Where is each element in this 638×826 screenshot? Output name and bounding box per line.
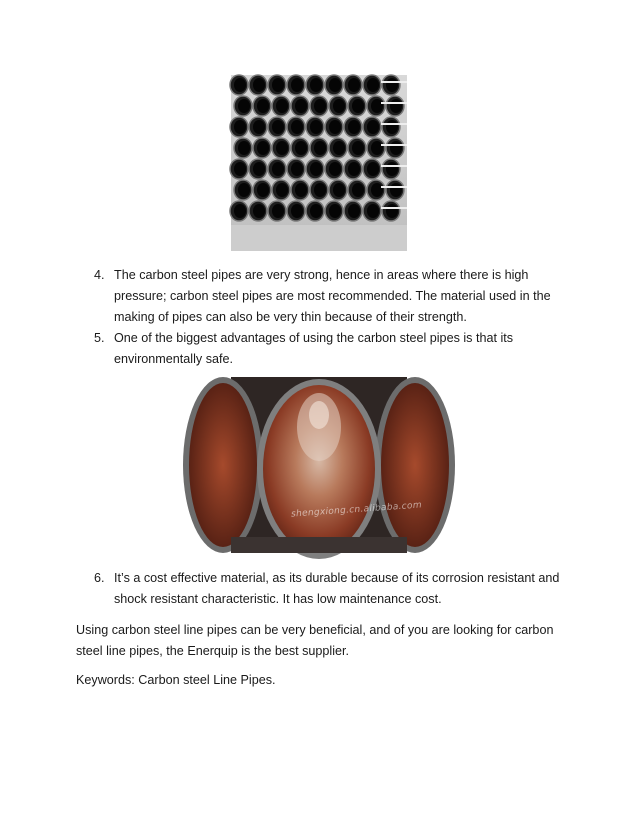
list-number: 5. (94, 331, 105, 345)
pipe-bore (295, 183, 307, 197)
pipe-bore (386, 204, 398, 218)
pipe-bore (314, 183, 326, 197)
pipe-bore (367, 162, 379, 176)
pipe-bore (291, 204, 303, 218)
benefit-list-part-2 (94, 568, 594, 610)
list-item-text: One of the biggest advantages of using the carbon steel pipes is that its environmentally safe. (114, 331, 514, 366)
pipe-bore (234, 78, 246, 92)
pipe-bore (295, 141, 307, 155)
list-item-text: It’s a cost effective material, as its durable because of its corrosion resistant and shock resistant characteristic. It has low maintenance cost. (114, 571, 560, 606)
pipe-bore (234, 162, 246, 176)
pipe-bore (333, 99, 345, 113)
pipe-bore (238, 99, 250, 113)
pipe-interior-illustration (231, 377, 407, 553)
keywords-line: Keywords: Carbon steel Line Pipes. (76, 673, 276, 687)
pipe-bore (253, 162, 265, 176)
pipe-bore (234, 120, 246, 134)
list-item (94, 328, 574, 370)
pipe-bore (352, 183, 364, 197)
image-watermark: shengxiong.cn.alibaba.com (290, 500, 423, 520)
pipe-bore (272, 162, 284, 176)
pipe-stripe (381, 144, 407, 146)
pipe-bore (257, 183, 269, 197)
pipe-bore (314, 141, 326, 155)
stacked-steel-pipes-photo (231, 75, 407, 251)
pipe-bore (329, 78, 341, 92)
pipe-bore (333, 183, 345, 197)
pipe-bore (310, 162, 322, 176)
pipe-stripe (381, 102, 407, 104)
pipe-bore (257, 99, 269, 113)
list-number: 4. (94, 268, 105, 282)
pipe-bore (371, 141, 383, 155)
pipe-bore (238, 141, 250, 155)
pipe-bore (314, 99, 326, 113)
pipe-bore (272, 78, 284, 92)
list-item (94, 568, 594, 610)
pipe-bore (276, 141, 288, 155)
pipe-bore (291, 120, 303, 134)
pipe-bore (329, 204, 341, 218)
pipe-bore (272, 120, 284, 134)
list-item-text: The carbon steel pipes are very strong, hence in areas where there is high pressure; carbon steel pipes are most recommended. The material used in the making of pipes can also be very thin because of their strength. (114, 268, 551, 324)
pipe-bore (272, 204, 284, 218)
pipe-bore (352, 99, 364, 113)
pipe-stripe (381, 81, 407, 83)
pipe-stripe (381, 165, 407, 167)
pipe-stripe (381, 123, 407, 125)
list-item (94, 265, 574, 328)
list-number: 6. (94, 571, 105, 585)
pipe-bore (371, 99, 383, 113)
pipe-bore (390, 141, 402, 155)
pipe-bore (367, 120, 379, 134)
pipe-bore (329, 120, 341, 134)
pipe-bore (367, 78, 379, 92)
pipe-bore (257, 141, 269, 155)
pipe-bore (310, 120, 322, 134)
pipe-bore (329, 162, 341, 176)
pipe-bore (291, 162, 303, 176)
pipe-bore (386, 162, 398, 176)
pipe-bore (234, 204, 246, 218)
pipe-bore (348, 78, 360, 92)
pipe-bore (348, 162, 360, 176)
benefit-list-part-1 (94, 265, 574, 370)
pipe-bore (310, 78, 322, 92)
pipe-bore (253, 78, 265, 92)
pipe-bore (386, 78, 398, 92)
body-paragraph: Using carbon steel line pipes can be very beneficial, and of you are looking for carbon steel line pipes, the Enerquip is the best supplier. (76, 623, 554, 658)
pipe-bore (348, 120, 360, 134)
pipe-bore (352, 141, 364, 155)
pipe-bore (390, 183, 402, 197)
pipe-bore (371, 183, 383, 197)
pipe-bore (367, 204, 379, 218)
pipe-bore (276, 183, 288, 197)
pipe-bore (276, 99, 288, 113)
pipe-bore (390, 99, 402, 113)
pipe-bore (291, 78, 303, 92)
pipe-bore (295, 99, 307, 113)
pipe-bore (333, 141, 345, 155)
pipe-interior-photo (231, 377, 423, 553)
stacked-pipes-illustration (231, 75, 407, 251)
pipe-stripe (381, 186, 407, 188)
pipe-bore (253, 204, 265, 218)
pipe-bore (348, 204, 360, 218)
pipe-bore (238, 183, 250, 197)
pipe-bore (253, 120, 265, 134)
pipe-stripe (381, 207, 407, 209)
pipe-bore (310, 204, 322, 218)
pipe-bore (386, 120, 398, 134)
